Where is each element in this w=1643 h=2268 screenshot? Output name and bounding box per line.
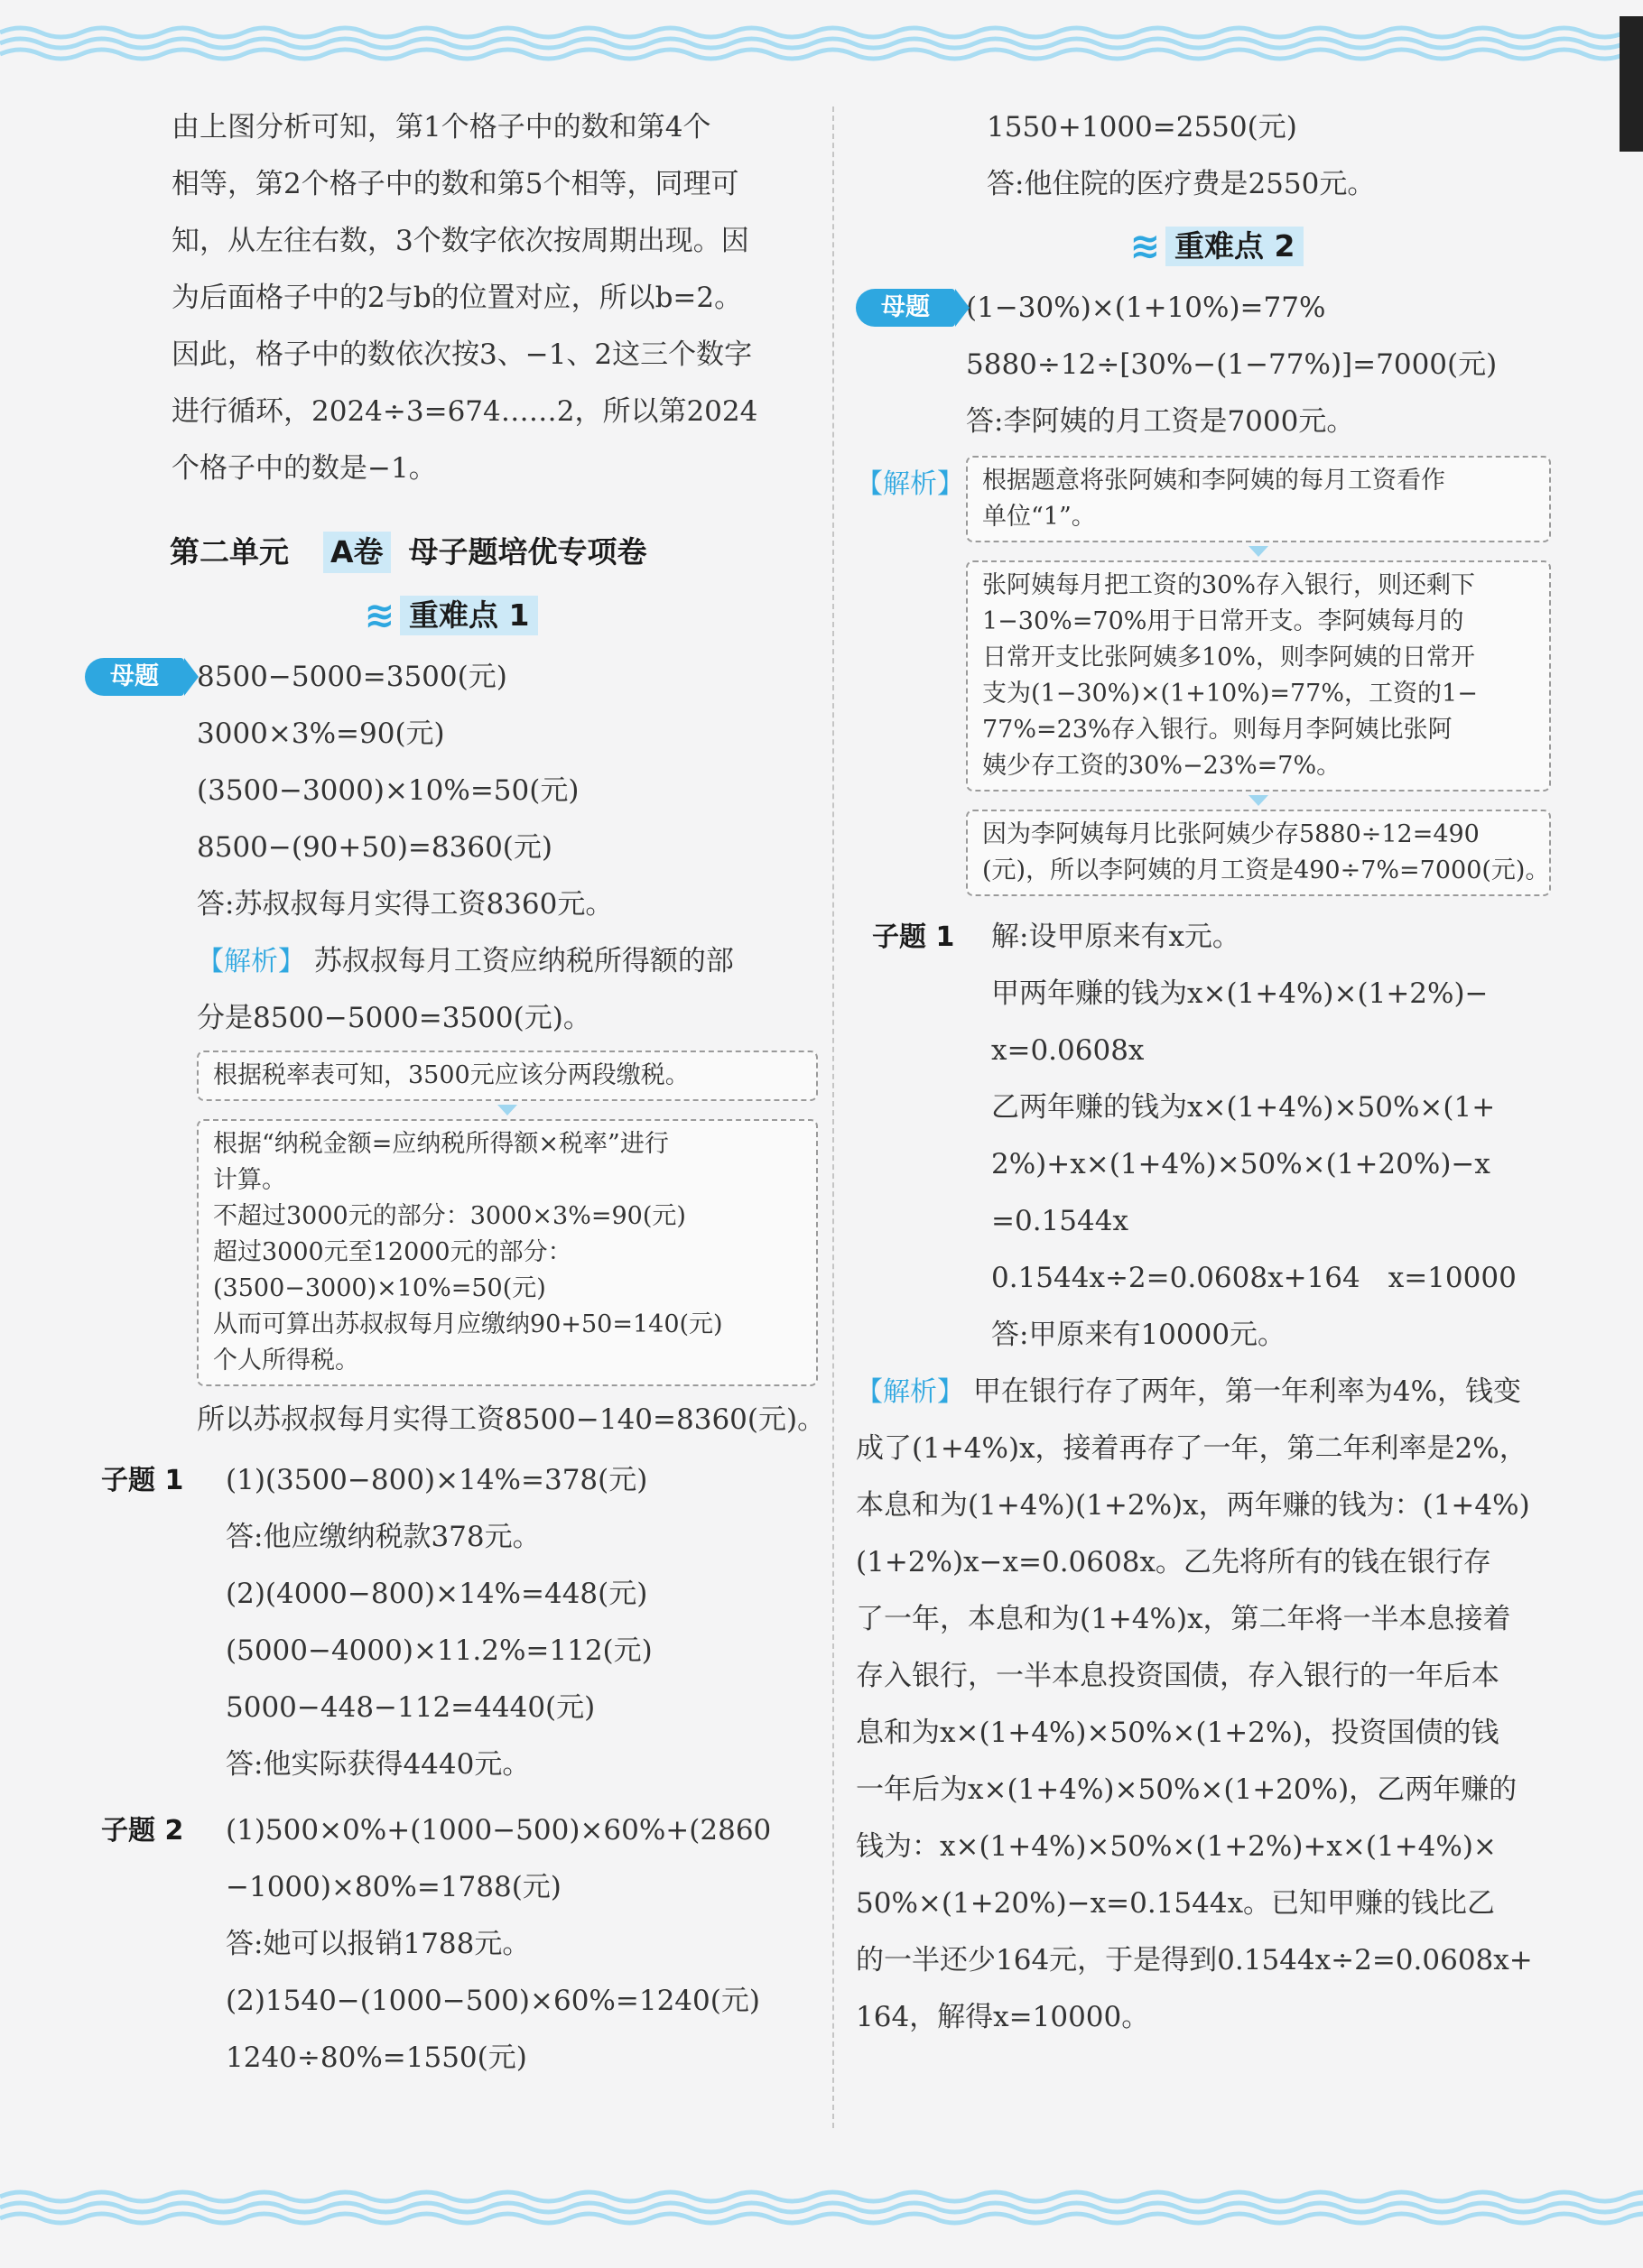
sub-label: 子题 2 (101, 1815, 184, 1847)
intro-line: 为后面格子中的2与b的位置对应，所以b=2。 (172, 282, 743, 314)
solution-line: −1000)×80%=1788(元) (226, 1871, 562, 1903)
intro-line: 个格子中的数是−1。 (172, 452, 437, 485)
answer-line: 答:他住院的医疗费是2550元。 (987, 168, 1376, 200)
solution-line: (1)(3500−800)×14%=378(元) (226, 1464, 648, 1496)
section-title: 重难点 1 (400, 596, 538, 635)
unit-name: 第二单元 (170, 534, 289, 569)
solution-line: (2)(4000−800)×14%=448(元) (226, 1578, 648, 1610)
solution-line: 1240÷80%=1550(元) (226, 2041, 527, 2074)
answer-line: 答:她可以报销1788元。 (226, 1928, 531, 1960)
analysis-label: 【解析】 (856, 1376, 964, 1408)
scan-edge (1620, 16, 1643, 152)
down-arrow-icon (497, 1105, 517, 1115)
sub-label: 子题 1 (872, 921, 955, 953)
bottom-wave-border (0, 2188, 1643, 2227)
box-line: 根据“纳税金额=应纳税所得额×税率”进行 (213, 1130, 669, 1158)
sub-label: 子题 1 (101, 1465, 184, 1496)
analysis-line: 50%×(1+20%)−x=0.1544x。已知甲赚的钱比乙 (856, 1887, 1496, 1920)
box-line: 个人所得税。 (213, 1347, 359, 1375)
conclusion-line: 所以苏叔叔每月实得工资8500−140=8360(元)。 (197, 1403, 826, 1436)
unit-subtitle: 母子题培优专项卷 (408, 534, 647, 569)
analysis-line: 一年后为x×(1+4%)×50%×(1+20%)，乙两年赚的 (856, 1773, 1518, 1806)
mother-badge: 母题 (85, 658, 184, 696)
wave-icon: ≋ (364, 595, 395, 636)
intro-line: 知，从左往右数，3个数字依次按周期出现。因 (172, 225, 749, 257)
top-wave-border (0, 23, 1643, 63)
solution-line: 0.1544x÷2=0.0608x+164 x=10000 (991, 1262, 1517, 1294)
analysis-line: 息和为x×(1+4%)×50%×(1+2%)，投资国债的钱 (856, 1717, 1499, 1749)
analysis-line (856, 1364, 1578, 1421)
intro-line: 进行循环，2024÷3=674……2，所以第2024 (172, 395, 758, 428)
analysis-box (966, 810, 1551, 896)
solution-line: (1−30%)×(1+10%)=77% (966, 292, 1326, 324)
analysis-line: (1+2%)x−x=0.0608x。乙先将所有的钱在银行存 (856, 1546, 1491, 1578)
solution-line: 乙两年赚的钱为x×(1+4%)×50%×(1+ (991, 1091, 1496, 1124)
analysis-label: 【解析】 (197, 946, 305, 977)
section-heading-2 (856, 217, 1578, 276)
analysis-text: 苏叔叔每月工资应纳税所得额的部 (313, 945, 734, 977)
right-column (856, 99, 1578, 2046)
box-line: 计算。 (213, 1166, 286, 1194)
analysis-line: 钱为：x×(1+4%)×50%×(1+2%)+x×(1+4%)× (856, 1830, 1497, 1863)
answer-line: 答:苏叔叔每月实得工资8360元。 (197, 888, 614, 921)
box-line: 单位“1”。 (982, 503, 1096, 531)
solution-line: (3500−3000)×10%=50(元) (197, 774, 580, 807)
box-line: 1−30%=70%用于日常开支。李阿姨每月的 (982, 607, 1464, 635)
solution-line: (1)500×0%+(1000−500)×60%+(2860 (226, 1814, 772, 1847)
solution-line: (5000−4000)×11.2%=112(元) (226, 1634, 653, 1667)
analysis-box (966, 560, 1551, 791)
solution-line: 2%)+x×(1+4%)×50%×(1+20%)−x (991, 1148, 1490, 1180)
solution-line: 5000−448−112=4440(元) (226, 1691, 596, 1724)
analysis-box: 根据税率表可知，3500元应该分两段缴税。 (197, 1051, 818, 1101)
sub-problem-1 (90, 1452, 812, 1793)
solution-line: x=0.0608x (991, 1034, 1145, 1067)
intro-line: 相等，第2个格子中的数和第5个相等，同理可 (172, 168, 739, 200)
box-line: 支为(1−30%)×(1+10%)=77%，工资的1− (982, 680, 1478, 708)
analysis-line: 的一半还少164元，于是得到0.1544x÷2=0.0608x+ (856, 1944, 1533, 1976)
analysis-label: 【解析】 (856, 468, 964, 500)
analysis-line: 成了(1+4%)x，接着再存了一年，第二年利率是2%， (856, 1432, 1527, 1465)
analysis-line: 164，解得x=10000。 (856, 2001, 1150, 2033)
left-column (90, 99, 826, 2087)
solution-line: 5880÷12÷[30%−(1−77%)]=7000(元) (966, 348, 1498, 381)
box-line: 日常开支比张阿姨多10%，则李阿姨的日常开 (982, 643, 1476, 671)
box-line: 从而可算出苏叔叔每月应缴纳90+50=140(元) (213, 1310, 723, 1338)
unit-title (90, 523, 812, 582)
analysis-line: 本息和为(1+4%)(1+2%)x，两年赚的钱为：(1+4%) (856, 1489, 1530, 1522)
solution-line: 解:设甲原来有x元。 (991, 921, 1240, 953)
mother-problem-2 (856, 280, 1578, 896)
answer-line: 答:他应缴纳税款378元。 (226, 1521, 541, 1553)
down-arrow-icon (1248, 795, 1268, 806)
mother-badge: 母题 (856, 289, 955, 327)
solution-line: 3000×3%=90(元) (197, 717, 445, 750)
analysis-line: 了一年，本息和为(1+4%)x，第二年将一半本息接着 (856, 1603, 1511, 1635)
box-line: 姨少存工资的30%−23%=7%。 (982, 752, 1341, 780)
answer-line: 答:他实际获得4440元。 (226, 1748, 531, 1781)
box-line: 张阿姨每月把工资的30%存入银行，则还剩下 (982, 571, 1476, 599)
intro-line: 因此，格子中的数依次按3、−1、2这三个数字 (172, 338, 753, 371)
box-line: 因为李阿姨每月比张阿姨少存5880÷12=490 (982, 820, 1480, 848)
sub-problem-2 (90, 1802, 812, 2087)
intro-line: 由上图分析可知，第1个格子中的数和第4个 (172, 111, 711, 143)
solution-line: 1550+1000=2550(元) (987, 111, 1297, 143)
box-line: 不超过3000元的部分：3000×3%=90(元) (213, 1202, 686, 1230)
solution-line: 甲两年赚的钱为x×(1+4%)×(1+2%)− (991, 977, 1489, 1010)
box-line: (3500−3000)×10%=50(元) (213, 1274, 546, 1302)
juan-tag: A卷 (323, 532, 391, 573)
wave-icon: ≋ (1129, 226, 1161, 267)
sub-problem-1-right (856, 909, 1578, 2046)
analysis-line: 存入银行，一半本息投资国债，存入银行的一年后本 (856, 1660, 1499, 1692)
mother-problem-1 (90, 649, 826, 1449)
solution-line: 8500−5000=3500(元) (197, 661, 507, 693)
down-arrow-icon (1248, 546, 1268, 557)
analysis-line: 分是8500−5000=3500(元)。 (197, 1002, 591, 1034)
column-divider (832, 106, 834, 2128)
intro-paragraph (90, 99, 812, 497)
solution-line: =0.1544x (991, 1205, 1128, 1237)
solution-line: 8500−(90+50)=8360(元) (197, 831, 552, 864)
analysis-box (966, 456, 1551, 542)
box-line: (元)，所以李阿姨的月工资是490÷7%=7000(元)。 (982, 856, 1550, 884)
answer-line: 答:李阿姨的月工资是7000元。 (966, 405, 1355, 438)
analysis-line (90, 933, 812, 990)
solution-line: (2)1540−(1000−500)×60%=1240(元) (226, 1985, 760, 2017)
box-line: 超过3000元至12000元的部分： (213, 1238, 572, 1266)
box-line: 根据题意将张阿姨和李阿姨的每月工资看作 (982, 467, 1445, 495)
box-line: 77%=23%存入银行。则每月李阿姨比张阿 (982, 716, 1453, 744)
section-title: 重难点 2 (1165, 227, 1304, 266)
section-heading-1 (90, 586, 812, 645)
analysis-text: 甲在银行存了两年，第一年利率为4%，钱变 (972, 1375, 1522, 1408)
analysis-box (197, 1119, 818, 1386)
answer-line: 答:甲原来有10000元。 (991, 1319, 1286, 1351)
